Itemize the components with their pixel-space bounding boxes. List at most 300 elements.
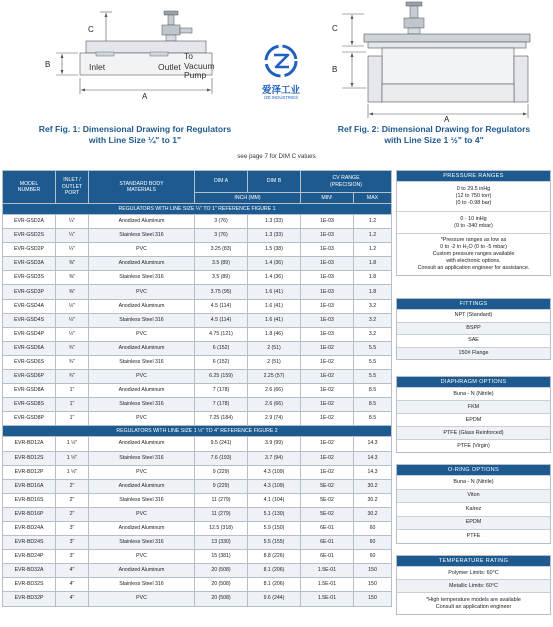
cell-cv-min: 1E-02 xyxy=(301,398,354,412)
figure-2-caption xyxy=(318,124,550,145)
diaphragm-item-label: PTFE (Virgin) xyxy=(457,442,490,449)
cell-port: ¼" xyxy=(56,243,89,257)
cell-dim-b: 2 (51) xyxy=(248,355,301,369)
pressure-note-line5: Consult an application engineer for assistance. xyxy=(417,265,530,271)
table-row xyxy=(3,215,392,229)
diaphragm-item xyxy=(397,413,550,426)
cell-dim-a: 3 (76) xyxy=(195,215,248,229)
cell-cv-max: 30.2 xyxy=(354,493,392,507)
cell-cv-min: 1E-03 xyxy=(301,215,354,229)
header-model-line1: MODEL xyxy=(19,180,39,187)
cell-model: EVR-GSD6A xyxy=(3,341,56,355)
cell-cv-min: 1E-02 xyxy=(301,437,354,451)
cell-dim-b: 1.5 (38) xyxy=(248,243,301,257)
cell-material: Stainless Steel 316 xyxy=(89,355,195,369)
cell-cv-max: 5.5 xyxy=(354,370,392,384)
cell-dim-b: 2.6 (66) xyxy=(248,384,301,398)
cell-dim-b: 3.9 (99) xyxy=(248,437,301,451)
cell-model: EVR-BD12S xyxy=(3,451,56,465)
cell-material: PVC xyxy=(89,370,195,384)
header-dim-a: DIM A xyxy=(195,171,248,193)
cell-cv-min: 5E-02 xyxy=(301,507,354,521)
table-row xyxy=(3,370,392,384)
cell-port: 1" xyxy=(56,412,89,426)
cell-cv-max: 8.5 xyxy=(354,412,392,426)
o-ring-item-label: Kalrez xyxy=(465,505,482,512)
pressure-note-line1: *Pressure ranges as low as xyxy=(440,237,507,243)
temperature-note-line2: Consult an application engineer xyxy=(435,603,512,610)
diaphragm-item-label: Buna - N (Nitrile) xyxy=(453,390,494,397)
cell-port: 3" xyxy=(56,521,89,535)
cell-port: 2" xyxy=(56,493,89,507)
cell-dim-b: 1.6 (41) xyxy=(248,285,301,299)
cell-cv-min: 1E-02 xyxy=(301,355,354,369)
figure-1 xyxy=(40,8,230,120)
header-materials xyxy=(89,171,195,204)
cell-cv-max: 14.3 xyxy=(354,465,392,479)
pressure-note-line2: 0 to -2 in H₂O (0 to -5 mbar) xyxy=(440,244,507,250)
table-row xyxy=(3,341,392,355)
cell-dim-a: 7 (178) xyxy=(195,384,248,398)
figure-1-caption xyxy=(30,124,240,145)
header-cv-range xyxy=(301,171,392,193)
specification-table xyxy=(2,170,392,607)
fig1-inlet-label: Inlet xyxy=(89,62,106,72)
cell-material: Stainless Steel 316 xyxy=(89,451,195,465)
o-ring-item-label: Viton xyxy=(467,492,480,499)
cell-model: EVR-BD24A xyxy=(3,521,56,535)
cell-cv-min: 1E-02 xyxy=(301,465,354,479)
table-row xyxy=(3,285,392,299)
cell-material: PVC xyxy=(89,465,195,479)
temperature-item-label: Polymer Limits: 60°C xyxy=(448,569,499,576)
fittings-item-label: 150# Flange xyxy=(458,349,489,356)
pressure-range-1-line2: (12 to 750 torr) xyxy=(455,193,492,199)
temperature-item-label: Metallic Limits: 60°C xyxy=(449,582,498,589)
cell-dim-b: 8.1 (206) xyxy=(248,578,301,592)
diaphragm-item xyxy=(397,439,550,452)
figure-2-drawing xyxy=(328,0,543,125)
cell-material: Stainless Steel 316 xyxy=(89,271,195,285)
cell-dim-a: 7 (178) xyxy=(195,398,248,412)
cell-port: ⅜" xyxy=(56,271,89,285)
pressure-range-2-line1: 0 - 10 inHg xyxy=(460,215,487,222)
table-row xyxy=(3,313,392,327)
cell-cv-max: 1.8 xyxy=(354,257,392,271)
cell-dim-a: 7.6 (193) xyxy=(195,451,248,465)
header-port-line2: OUTLET xyxy=(61,183,83,190)
table-row xyxy=(3,299,392,313)
cell-port: ¾" xyxy=(56,370,89,384)
cell-model: EVR-GSD6S xyxy=(3,355,56,369)
cell-port: 2" xyxy=(56,507,89,521)
table-row xyxy=(3,550,392,564)
cell-cv-min: 1E-02 xyxy=(301,412,354,426)
o-ring-options-title: O-RING OPTIONS xyxy=(397,465,550,475)
pressure-range-2-line2: (0 to -340 mbar) xyxy=(454,222,493,229)
cell-port: ¾" xyxy=(56,355,89,369)
fittings-panel xyxy=(396,298,551,360)
cell-material: Anodized Aluminum xyxy=(89,564,195,578)
table-row xyxy=(3,412,392,426)
cell-dim-a: 20 (508) xyxy=(195,564,248,578)
cell-material: Stainless Steel 316 xyxy=(89,493,195,507)
pressure-range-1 xyxy=(397,181,550,211)
cell-model: EVR-GSD3P xyxy=(3,285,56,299)
cell-dim-b: 5.9 (150) xyxy=(248,521,301,535)
table-row xyxy=(3,578,392,592)
cell-material: PVC xyxy=(89,327,195,341)
cell-cv-min: 1E-03 xyxy=(301,299,354,313)
cell-port: ½" xyxy=(56,313,89,327)
header-port xyxy=(56,171,89,204)
cell-dim-b: 1.3 (33) xyxy=(248,229,301,243)
cell-model: EVR-GSD2A xyxy=(3,215,56,229)
fig2-dim-a-label: A xyxy=(444,115,450,124)
cell-cv-max: 30.2 xyxy=(354,479,392,493)
cell-material: Anodized Aluminum xyxy=(89,384,195,398)
cell-model: EVR-GSD2S xyxy=(3,229,56,243)
fittings-item xyxy=(397,322,550,335)
cell-port: 1" xyxy=(56,398,89,412)
cell-port: ½" xyxy=(56,327,89,341)
fig1-dim-c-label: C xyxy=(88,25,94,34)
header-port-line3: PORT xyxy=(64,190,80,197)
fig2-dim-b-label: B xyxy=(332,65,338,74)
pressure-note-line3: Custom pressure ranges available xyxy=(432,251,515,257)
cell-dim-a: 4.5 (114) xyxy=(195,299,248,313)
cell-material: PVC xyxy=(89,507,195,521)
temperature-note-line1: *High temperature models are available xyxy=(426,596,521,603)
cell-cv-max: 60 xyxy=(354,536,392,550)
cell-port: 1 ½" xyxy=(56,437,89,451)
cell-dim-a: 3.75 (95) xyxy=(195,285,248,299)
pressure-range-1-line1: 0 to 29.5 inHg xyxy=(456,186,491,192)
cell-port: 3" xyxy=(56,550,89,564)
cell-model: EVR-GSD2P xyxy=(3,243,56,257)
cell-cv-min: 1E-03 xyxy=(301,271,354,285)
cell-material: Stainless Steel 316 xyxy=(89,229,195,243)
cell-material: Anodized Aluminum xyxy=(89,341,195,355)
cell-cv-min: 1E-03 xyxy=(301,313,354,327)
table-row xyxy=(3,479,392,493)
fittings-item xyxy=(397,347,550,360)
cell-dim-a: 9 (229) xyxy=(195,465,248,479)
cell-cv-min: 1E-02 xyxy=(301,370,354,384)
cell-dim-b: 1.6 (41) xyxy=(248,313,301,327)
table-row xyxy=(3,507,392,521)
o-ring-item xyxy=(397,529,550,543)
cell-model: EVR-BD16S xyxy=(3,493,56,507)
see-page-note: see page 7 for DIM C values xyxy=(237,153,316,160)
logo-mark-icon xyxy=(252,42,310,82)
cell-dim-b: 4.1 (104) xyxy=(248,493,301,507)
cell-material: PVC xyxy=(89,243,195,257)
cell-model: EVR-BD24S xyxy=(3,536,56,550)
temperature-note xyxy=(397,592,550,614)
table-row xyxy=(3,536,392,550)
diaphragm-item-label: FKM xyxy=(467,403,480,410)
cell-cv-max: 3.2 xyxy=(354,299,392,313)
table-row xyxy=(3,493,392,507)
fig1-vacuum-label xyxy=(184,52,215,81)
cell-cv-min: 6E-01 xyxy=(301,536,354,550)
cell-cv-max: 3.2 xyxy=(354,327,392,341)
cell-cv-max: 30.2 xyxy=(354,507,392,521)
cell-dim-a: 13 (330) xyxy=(195,536,248,550)
cell-dim-a: 3.25 (83) xyxy=(195,243,248,257)
header-dim-b: DIM B xyxy=(248,171,301,193)
cell-material: Anodized Aluminum xyxy=(89,479,195,493)
o-ring-item-label: Buna - N (Nitrile) xyxy=(453,478,494,485)
cell-cv-min: 1E-03 xyxy=(301,285,354,299)
cell-cv-max: 150 xyxy=(354,564,392,578)
diaphragm-options-panel xyxy=(396,376,551,453)
cell-port: 4" xyxy=(56,592,89,606)
header-materials-line2: MATERIALS xyxy=(126,187,157,193)
cell-material: Stainless Steel 316 xyxy=(89,313,195,327)
temperature-item xyxy=(397,566,550,579)
figure-1-caption-line1: Ref Fig. 1: Dimensional Drawing for Regulators xyxy=(38,124,232,134)
logo-english: IZE INDUSTRIES xyxy=(264,95,298,100)
cell-dim-a: 20 (508) xyxy=(195,578,248,592)
cell-port: 1" xyxy=(56,384,89,398)
cell-cv-max: 14.3 xyxy=(354,437,392,451)
fittings-item-label: BSPP xyxy=(466,324,481,331)
table-row xyxy=(3,243,392,257)
cell-material: Anodized Aluminum xyxy=(89,257,195,271)
cell-dim-a: 7.25 (184) xyxy=(195,412,248,426)
cell-cv-min: 1E-02 xyxy=(301,341,354,355)
o-ring-options-panel xyxy=(396,464,551,544)
cell-model: EVR-BD12A xyxy=(3,437,56,451)
cell-cv-max: 60 xyxy=(354,521,392,535)
table-row xyxy=(3,327,392,341)
table-row xyxy=(3,229,392,243)
cell-dim-b: 1.4 (36) xyxy=(248,271,301,285)
table-row xyxy=(3,564,392,578)
header-port-line1: INLET / xyxy=(63,177,81,184)
cell-port: ¼" xyxy=(56,215,89,229)
o-ring-item-label: PTFE xyxy=(466,532,481,539)
cell-port: 2" xyxy=(56,479,89,493)
cell-cv-max: 1.8 xyxy=(354,285,392,299)
diaphragm-item-label: EPDM xyxy=(465,416,482,423)
fig2-dim-c-label: C xyxy=(332,24,338,33)
cell-dim-b: 9.6 (244) xyxy=(248,592,301,606)
table-row xyxy=(3,257,392,271)
section-band-1 xyxy=(3,204,392,215)
cell-dim-b: 1.3 (33) xyxy=(248,215,301,229)
table-row xyxy=(3,437,392,451)
diaphragm-item-label: PTFE (Glass Reinforced) xyxy=(443,429,504,436)
o-ring-item xyxy=(397,489,550,503)
table-body xyxy=(3,204,392,607)
diaphragm-item xyxy=(397,426,550,439)
figure-2-caption-line2: with Line Size 1 ½" to 4" xyxy=(384,134,484,145)
cell-dim-b: 2.6 (66) xyxy=(248,398,301,412)
cell-model: EVR-BD12P xyxy=(3,465,56,479)
cell-model: EVR-BD32S xyxy=(3,578,56,592)
cell-material: Anodized Aluminum xyxy=(89,215,195,229)
pressure-note xyxy=(397,233,550,275)
o-ring-item xyxy=(397,502,550,516)
cell-model: EVR-BD32A xyxy=(3,564,56,578)
cell-model: EVR-BD24P xyxy=(3,550,56,564)
cell-cv-min: 1E-03 xyxy=(301,229,354,243)
cell-cv-min: 1E-03 xyxy=(301,327,354,341)
table-row xyxy=(3,465,392,479)
section-band-2-text: REGULATORS WITH LINE SIZE 1 ½" TO 4" REFERENCE FIGURE 2 xyxy=(3,426,392,437)
diaphragm-item xyxy=(397,387,550,400)
temperature-item xyxy=(397,579,550,592)
cell-dim-a: 15 (381) xyxy=(195,550,248,564)
cell-port: ⅜" xyxy=(56,285,89,299)
fittings-item-label: SAE xyxy=(468,337,479,344)
cell-material: PVC xyxy=(89,592,195,606)
diaphragm-options-title: DIAPHRAGM OPTIONS xyxy=(397,377,550,387)
cell-material: Anodized Aluminum xyxy=(89,299,195,313)
table-row xyxy=(3,271,392,285)
cell-cv-min: 5E-02 xyxy=(301,493,354,507)
cell-model: EVR-BD32P xyxy=(3,592,56,606)
cell-model: EVR-GSD8A xyxy=(3,384,56,398)
logo-chinese: 爱泽工业 xyxy=(261,85,300,96)
cell-cv-min: 1.5E-01 xyxy=(301,578,354,592)
pressure-ranges-panel xyxy=(396,170,551,276)
cell-cv-max: 14.3 xyxy=(354,451,392,465)
cell-port: ½" xyxy=(56,299,89,313)
cell-model: EVR-GSD4S xyxy=(3,313,56,327)
cell-cv-max: 1.2 xyxy=(354,243,392,257)
section-band-2 xyxy=(3,426,392,437)
header-model-line2: NUMBER xyxy=(17,187,41,193)
figure-1-caption-line2: with Line Size ¼" to 1" xyxy=(88,134,182,145)
pressure-note-line4: with electronic options. xyxy=(446,258,501,264)
cell-model: EVR-GSD4P xyxy=(3,327,56,341)
company-logo xyxy=(252,42,310,104)
cell-dim-a: 9.5 (241) xyxy=(195,437,248,451)
o-ring-item-label: EPDM xyxy=(465,519,482,526)
fig1-dim-a-label: A xyxy=(142,92,148,101)
cell-port: ⅜" xyxy=(56,257,89,271)
cell-dim-a: 3.5 (89) xyxy=(195,257,248,271)
cell-port: 4" xyxy=(56,578,89,592)
cell-cv-max: 1.8 xyxy=(354,271,392,285)
cell-dim-a: 4.75 (121) xyxy=(195,327,248,341)
pressure-range-1-line3: (0 to -0.98 bar) xyxy=(455,200,492,206)
cell-cv-min: 1E-03 xyxy=(301,257,354,271)
table-row xyxy=(3,521,392,535)
cell-material: PVC xyxy=(89,550,195,564)
cell-port: 1 ½" xyxy=(56,465,89,479)
cell-port: ¼" xyxy=(56,229,89,243)
cell-dim-a: 11 (279) xyxy=(195,507,248,521)
cell-dim-a: 3 (76) xyxy=(195,229,248,243)
fig1-outlet-label: Outlet xyxy=(158,62,181,72)
section-band-1-text: REGULATORS WITH LINE SIZE ¼" TO 1" REFERENCE FIGURE 1 xyxy=(3,204,392,215)
header-materials-line1: STANDARD BODY xyxy=(119,180,164,187)
cell-cv-min: 1E-02 xyxy=(301,451,354,465)
cell-dim-b: 2.9 (74) xyxy=(248,412,301,426)
cell-dim-b: 4.3 (109) xyxy=(248,479,301,493)
cell-port: 1 ½" xyxy=(56,451,89,465)
cell-cv-max: 1.2 xyxy=(354,229,392,243)
o-ring-item xyxy=(397,516,550,530)
cell-dim-a: 6 (152) xyxy=(195,341,248,355)
fig1-vacuum-line2: Vacuum xyxy=(184,60,215,71)
cell-port: 3" xyxy=(56,536,89,550)
cell-model: EVR-BD16A xyxy=(3,479,56,493)
cell-model: EVR-GSD3A xyxy=(3,257,56,271)
fig1-vacuum-line3: Pump xyxy=(184,70,207,80)
header-min: MIN¹ xyxy=(301,193,354,204)
header-model xyxy=(3,171,56,204)
cell-model: EVR-GSD3S xyxy=(3,271,56,285)
fig1-dim-b-label: B xyxy=(45,60,51,69)
cell-dim-b: 5.1 (130) xyxy=(248,507,301,521)
cell-cv-min: 6E-01 xyxy=(301,550,354,564)
cell-material: Anodized Aluminum xyxy=(89,521,195,535)
cell-dim-b: 2 (51) xyxy=(248,341,301,355)
cell-model: EVR-GSD8S xyxy=(3,398,56,412)
o-ring-item xyxy=(397,475,550,489)
cell-cv-max: 1.2 xyxy=(354,215,392,229)
cell-dim-b: 8.8 (226) xyxy=(248,550,301,564)
cell-dim-b: 5.5 (155) xyxy=(248,536,301,550)
cell-dim-a: 6 (152) xyxy=(195,355,248,369)
cell-dim-a: 11 (279) xyxy=(195,493,248,507)
cell-cv-max: 150 xyxy=(354,578,392,592)
table-row xyxy=(3,592,392,606)
cell-cv-max: 5.5 xyxy=(354,355,392,369)
cell-material: Stainless Steel 316 xyxy=(89,536,195,550)
cell-cv-max: 3.2 xyxy=(354,313,392,327)
header-max: MAX xyxy=(354,193,392,204)
cell-material: PVC xyxy=(89,285,195,299)
fittings-title: FITTINGS xyxy=(397,299,550,309)
header-cv-line2: (PRECISION) xyxy=(330,181,362,188)
pressure-ranges-title: PRESSURE RANGES xyxy=(397,171,550,181)
cell-cv-max: 8.5 xyxy=(354,384,392,398)
temperature-rating-panel xyxy=(396,555,551,615)
cell-cv-min: 1E-03 xyxy=(301,243,354,257)
fig1-vacuum-line1: To xyxy=(184,51,193,61)
cell-model: EVR-BD16P xyxy=(3,507,56,521)
cell-cv-max: 5.5 xyxy=(354,341,392,355)
cell-dim-b: 3.7 (94) xyxy=(248,451,301,465)
cell-port: ¾" xyxy=(56,341,89,355)
figure-2-caption-line1: Ref Fig. 2: Dimensional Drawing for Regulators xyxy=(337,124,531,134)
header-inch-mm: INCH (MM) xyxy=(195,193,301,204)
cell-dim-b: 8.1 (206) xyxy=(248,564,301,578)
pressure-range-2 xyxy=(397,211,550,233)
cell-dim-a: 6.25 (159) xyxy=(195,370,248,384)
cell-cv-min: 1E-02 xyxy=(301,384,354,398)
cell-dim-a: 3.5 (89) xyxy=(195,271,248,285)
diaphragm-item xyxy=(397,400,550,413)
table-row xyxy=(3,451,392,465)
cell-material: PVC xyxy=(89,412,195,426)
cell-material: Anodized Aluminum xyxy=(89,437,195,451)
fittings-item xyxy=(397,309,550,322)
fittings-item-label: NPT (Standard) xyxy=(454,312,493,319)
cell-cv-max: 8.5 xyxy=(354,398,392,412)
cell-model: EVR-GSD4A xyxy=(3,299,56,313)
table-row xyxy=(3,355,392,369)
cell-cv-max: 60 xyxy=(354,550,392,564)
cell-model: EVR-GSD8P xyxy=(3,412,56,426)
